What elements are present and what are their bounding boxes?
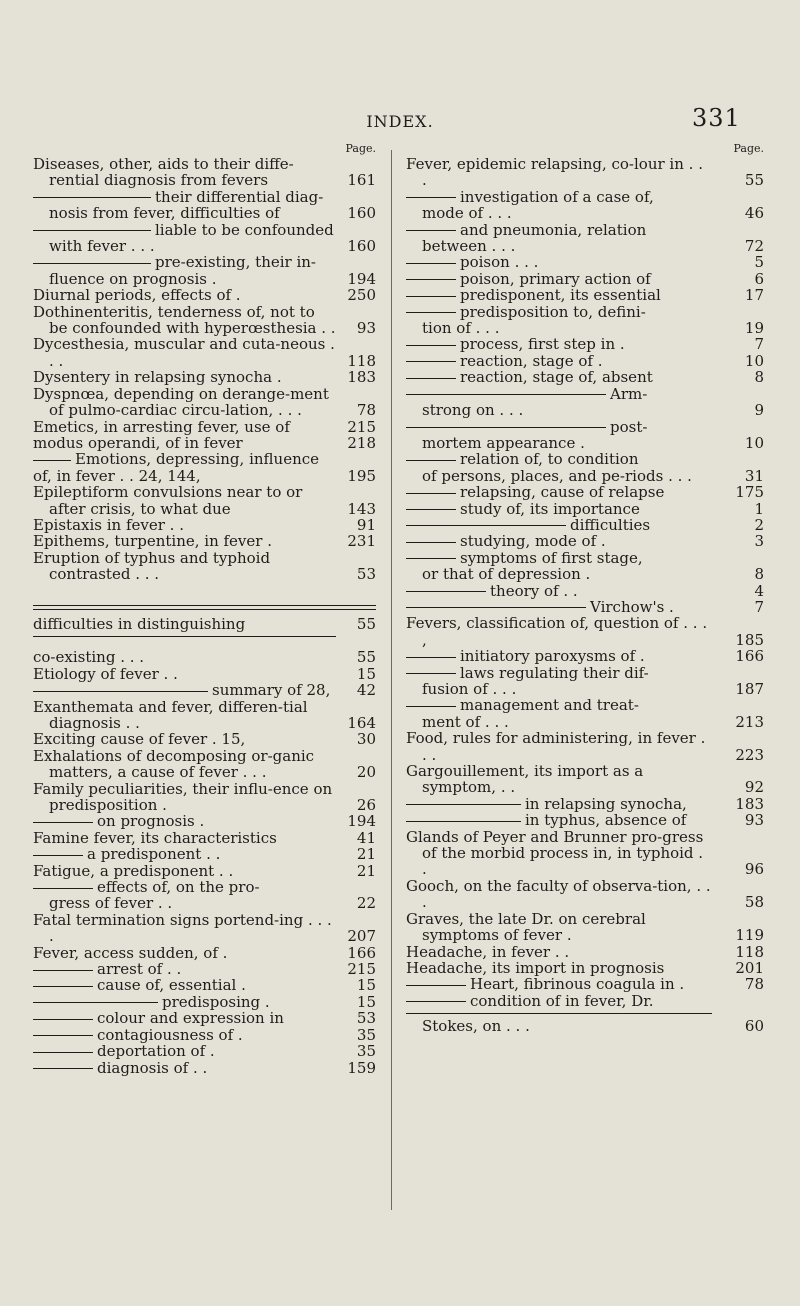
divider-rule (33, 605, 376, 610)
index-entry: Emetics, in arresting fever, use of 215 (33, 417, 376, 436)
index-entry: Dothinenteritis, tenderness of, not to be confounded with hyperœsthesia . . 93 (33, 302, 376, 338)
index-entry: Headache, in fever . . 118 (406, 942, 764, 961)
index-entry: symptoms of first stage, (406, 550, 764, 566)
index-entry: Famine fever, its characteristics 41 (33, 828, 376, 847)
index-entry: a predisponent . . 21 (33, 846, 376, 862)
index-entry: cause of, essential . 15 (33, 977, 376, 993)
index-entry: arrest of . . 215 (33, 961, 376, 977)
index-entry: in typhus, absence of 93 (406, 812, 764, 828)
index-entry: reaction, stage of . 10 (406, 353, 764, 369)
index-entry: diagnosis of . . 159 (33, 1060, 376, 1076)
index-entry-continuation: gress of fever . . 22 (49, 894, 376, 913)
index-entry: Exanthemata and fever, differen-tial diagnosis . . 164 (33, 697, 376, 732)
index-entry: Exciting cause of fever . 15, 30 (33, 730, 376, 749)
index-entry: process, first step in . 7 (406, 336, 764, 352)
column-divider (391, 150, 392, 1210)
index-entry-continuation: with fever . . . 160 (49, 237, 376, 256)
index-entry: Glands of Peyer and Brunner pro-gress of the morbid process in, in typhoid . . 96 (406, 827, 764, 879)
index-entry: difficulties 2 (406, 517, 764, 533)
index-entry: predisponent, its essential 17 (406, 287, 764, 303)
index-entry: Diseases, other, aids to their diffe-rential diagnosis from fevers 161 (33, 155, 376, 190)
index-entry: Diurnal periods, effects of . 250 (33, 286, 376, 305)
index-entry: deportation of . 35 (33, 1043, 376, 1059)
index-entry: poison, primary action of 6 (406, 271, 764, 287)
index-entry: Epistaxis in fever . . 91 (33, 515, 376, 534)
index-entry: study of, its importance 1 (406, 501, 764, 517)
index-entry: difficulties in distinguishing 55 (33, 614, 376, 633)
running-head-title: INDEX. (366, 112, 434, 131)
index-entry: investigation of a case of, (406, 189, 764, 205)
index-entry: Fatigue, a predisponent . . 21 (33, 861, 376, 880)
index-entry: Headache, its import in prognosis 201 (406, 958, 764, 977)
index-entry (33, 583, 376, 599)
left-column (33, 141, 376, 1076)
index-entry-continuation: strong on . . . 9 (422, 401, 764, 420)
index-entry: and pneumonia, relation (406, 222, 764, 238)
index-entry: initiatory paroxysms of . 166 (406, 648, 764, 664)
index-entry: summary of 28, 42 (33, 682, 376, 698)
index-entry: on prognosis . 194 (33, 813, 376, 829)
index-entry-continuation: mortem appearance . 10 (422, 433, 764, 452)
index-entry: in relapsing synocha, 183 (406, 796, 764, 812)
index-entry: Epileptiform convulsions near to or after crisis, to what due 143 (33, 483, 376, 518)
index-entry: studying, mode of . 3 (406, 533, 764, 549)
index-entry: relation of, to condition (406, 451, 764, 467)
index-entry: colour and expression in 53 (33, 1010, 376, 1026)
index-entry: modus operandi, of in fever 218 (33, 433, 376, 452)
index-entry: Gargouillement, its import as a symptom, . . 92 (406, 762, 764, 797)
index-entry: Family peculiarities, their influ-ence on predisposition . 26 (33, 779, 376, 815)
index-entry: poison . . . 5 (406, 254, 764, 270)
index-entry-continuation: of persons, places, and pe-riods . . . 31 (422, 466, 764, 485)
index-entry: Eruption of typhus and typhoid contrasted . . . 53 (33, 548, 376, 584)
index-entry-continuation: or that of depression . 8 (422, 565, 764, 584)
index-entry-continuation: between . . . 72 (422, 237, 764, 256)
index-entry-continuation: tion of . . . 19 (422, 319, 764, 338)
divider-rule (406, 1013, 712, 1014)
index-entry: theory of . . 4 (406, 583, 764, 599)
index-entry: pre-existing, their in- (33, 254, 376, 270)
index-entry: Epithems, turpentine, in fever . 231 (33, 532, 376, 551)
index-entry: Fever, epidemic relapsing, co-lour in . . . 55 (406, 155, 764, 190)
index-entry: Arm- (406, 386, 764, 402)
divider-rule (33, 636, 336, 637)
index-entry: Gooch, on the faculty of observa-tion, . . . 58 (406, 876, 764, 912)
index-entry: co-existing . . . 55 (33, 648, 376, 667)
index-entry-continuation: nosis from fever, difficulties of 160 (49, 204, 376, 223)
index-entry: effects of, on the pro- (33, 879, 376, 895)
index-entry: Food, rules for administering, in fever . . . 223 (406, 729, 764, 764)
index-entry: Fevers, classification of, question of . . . , 185 (406, 614, 764, 649)
index-entry: condition of in fever, Dr. (406, 993, 764, 1009)
index-entry: Graves, the late Dr. on cerebral symptoms of fever . 119 (406, 909, 764, 945)
page-number: 331 (692, 104, 741, 132)
index-entry-continuation: Stokes, on . . . 60 (422, 1017, 764, 1036)
index-entry: Fatal termination signs portend-ing . . . . 207 (33, 910, 376, 946)
index-entry: liable to be confounded (33, 222, 376, 238)
index-entry: Emotions, depressing, influence of, in fever . . 24, 144, 195 (33, 450, 376, 485)
index-entry-continuation: mode of . . . 46 (422, 204, 764, 223)
index-entry: management and treat- (406, 697, 764, 713)
index-entry: laws regulating their dif- (406, 665, 764, 681)
index-entry: Heart, fibrinous coagula in . 78 (406, 976, 764, 992)
index-entry-continuation: fluence on prognosis . 194 (49, 269, 376, 288)
index-entry: Dyspnœa, depending on derange-ment of pulmo-cardiac circu-lation, . . . 78 (33, 384, 376, 420)
index-entry: relapsing, cause of relapse 175 (406, 484, 764, 500)
index-entry: Dysentery in relapsing synocha . 183 (33, 368, 376, 387)
index-entry: predisposing . 15 (33, 994, 376, 1010)
index-entry: post- (406, 419, 764, 435)
index-entry: Fever, access sudden, of . 166 (33, 943, 376, 962)
index-entry-continuation: fusion of . . . 187 (422, 680, 764, 698)
right-column (406, 141, 764, 1035)
index-entry: predisposition to, defini- (406, 304, 764, 320)
page-column-heading: Page. (345, 142, 376, 155)
index-entry: Exhalations of decomposing or-ganic matters, a cause of fever . . . 20 (33, 746, 376, 782)
index-entry: their differential diag- (33, 189, 376, 205)
index-entry: contagiousness of . 35 (33, 1027, 376, 1043)
index-entry: reaction, stage of, absent 8 (406, 369, 764, 385)
index-entry: Virchow's . 7 (406, 599, 764, 615)
index-entry: Etiology of fever . . 15 (33, 664, 376, 683)
index-entry: Dycesthesia, muscular and cuta-neous . . . 118 (33, 335, 376, 370)
page-column-heading: Page. (733, 142, 764, 155)
index-entry-continuation: ment of . . . 213 (422, 712, 764, 731)
